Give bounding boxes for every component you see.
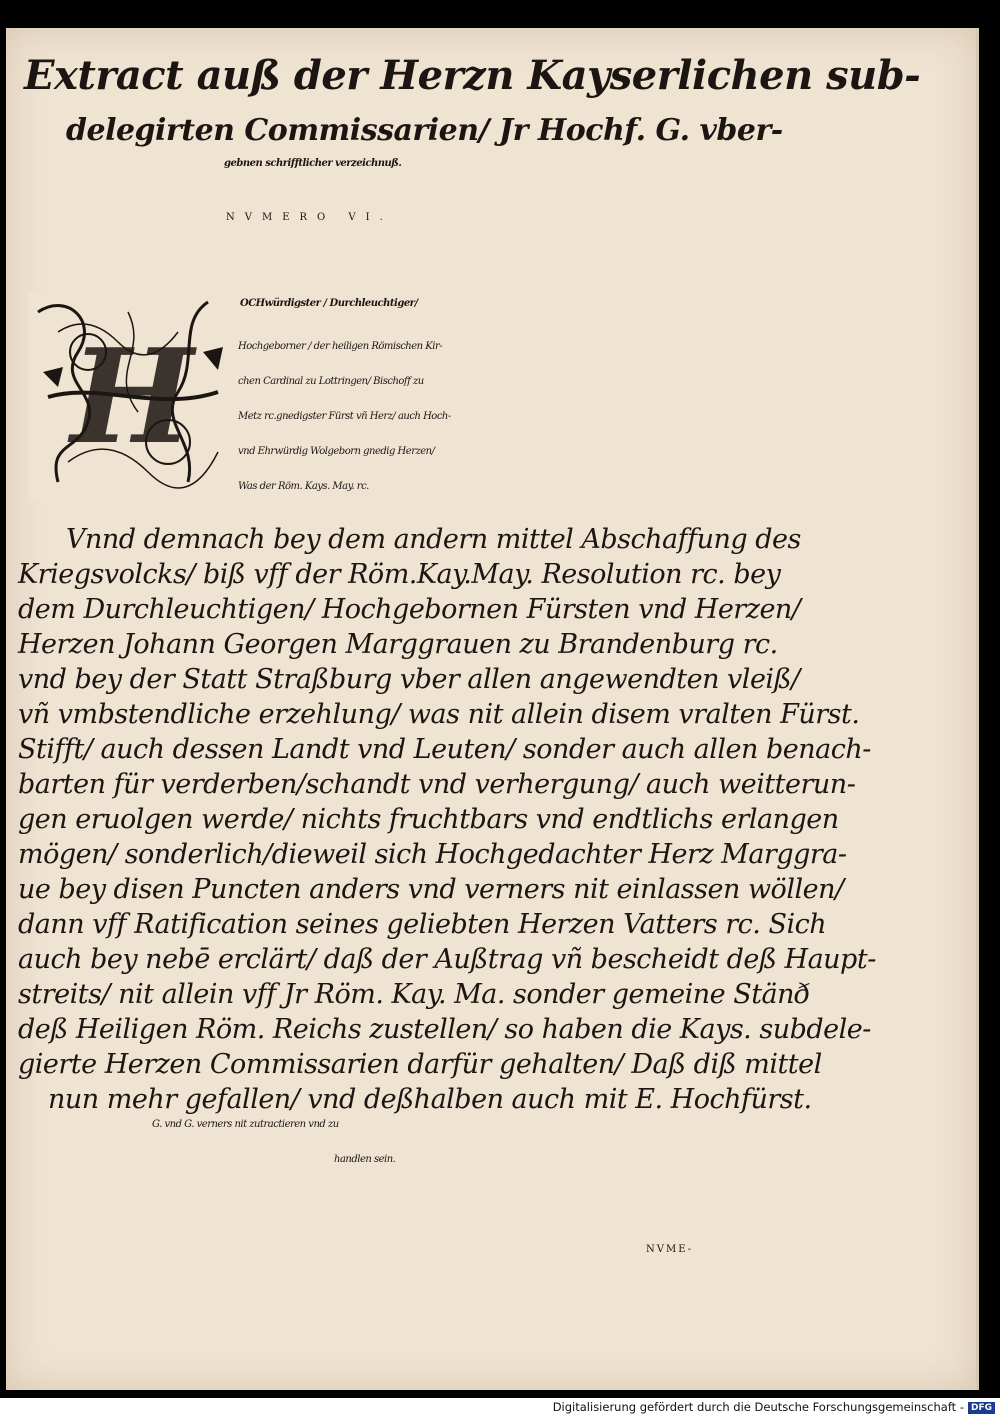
body-line-18: G. vnd G. verners nit zutractieren vnd zu (152, 1119, 339, 1130)
decorated-initial-letter (28, 292, 236, 502)
body-line-1: Vnnd demnach bey dem andern mittel Abschaffung des (66, 524, 801, 555)
catchword: NVME- (646, 1244, 694, 1255)
body-line-13: auch bey nebē erclärt/ daß der Außtrag vñ bescheidt deß Haupt- (18, 944, 876, 975)
body-line-19: handlen sein. (334, 1154, 396, 1165)
body-line-16: gierte Herzen Commissarien darfür gehalten/ Daß diß mittel (18, 1049, 822, 1080)
title-line-2: delegirten Commissarien/ Jr Hochf. G. vber- (66, 113, 783, 148)
body-line-6: vñ vmbstendliche erzehlung/ was nit allein disem vralten Fürst. (18, 699, 860, 730)
salutation-line-4: Metz rc.gnedigster Fürst vñ Herz/ auch Hoch- (238, 411, 451, 422)
salutation-line-1: OCHwürdigster / Durchleuchtiger/ (240, 298, 418, 309)
title-line-1: Extract auß der Herzn Kayserlichen sub- (24, 52, 921, 99)
salutation-line-6: Was der Röm. Kays. May. rc. (238, 481, 369, 492)
title-line-3: gebnen schrifftlicher verzeichnuß. (224, 158, 402, 169)
body-line-17: nun mehr gefallen/ vnd deßhalben auch mit E. Hochfürst. (48, 1084, 812, 1115)
body-line-9: gen eruolgen werde/ nichts fruchtbars vnd endtlichs erlangen (18, 804, 839, 835)
svg-text:H: H (70, 320, 194, 473)
body-line-14: streits/ nit allein vff Jr Röm. Kay. Ma. sonder gemeine Stänð (18, 979, 810, 1010)
footer-text: Digitalisierung gefördert durch die Deutsche Forschungsgemeinschaft - (552, 1400, 964, 1414)
body-line-8: barten für verderben/schandt vnd verhergung/ auch weitterun- (18, 769, 856, 800)
body-line-5: vnd bey der Statt Straßburg vber allen angewendten vleiß/ (18, 664, 800, 695)
body-line-2: Kriegsvolcks/ biß vff der Röm.Kay.May. Resolution rc. bey (18, 559, 781, 590)
dfg-logo: DFG (968, 1402, 995, 1414)
digitization-footer (540, 1400, 995, 1416)
salutation-line-5: vnd Ehrwürdig Wolgeborn gnedig Herzen/ (238, 446, 435, 457)
salutation-line-2: Hochgeborner / der heiligen Römischen Kir- (238, 341, 443, 352)
body-line-4: Herzen Johann Georgen Marggrauen zu Brandenburg rc. (18, 629, 778, 660)
body-line-15: deß Heiligen Röm. Reichs zustellen/ so haben die Kays. subdele- (18, 1014, 871, 1045)
body-line-7: Stifft/ auch dessen Landt vnd Leuten/ sonder auch allen benach- (18, 734, 871, 765)
body-line-11: ue bey disen Puncten anders vnd verners nit einlassen wöllen/ (18, 874, 844, 905)
section-heading: NVMERO VI. (226, 212, 393, 223)
body-line-10: mögen/ sonderlich/dieweil sich Hochgedachter Herz Marggra- (18, 839, 847, 870)
body-line-12: dann vff Ratification seines geliebten Herzen Vatters rc. Sich (18, 909, 827, 940)
salutation-line-3: chen Cardinal zu Lottringen/ Bischoff zu (238, 376, 424, 387)
body-line-3: dem Durchleuchtigen/ Hochgebornen Fürsten vnd Herzen/ (18, 594, 801, 625)
